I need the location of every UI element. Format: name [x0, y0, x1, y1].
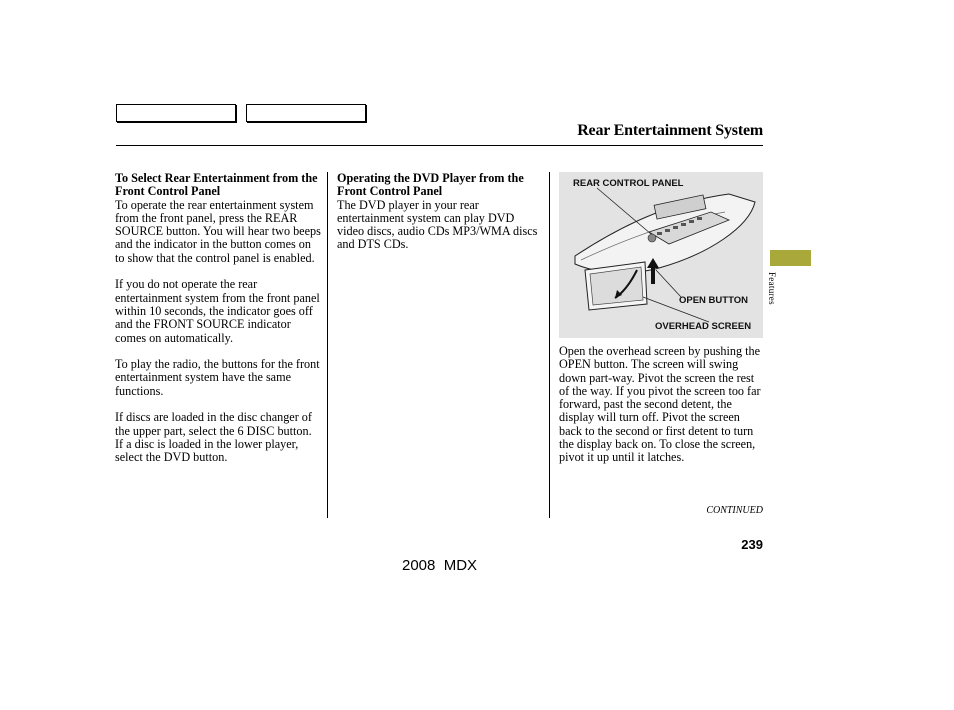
overhead-screen-illustration — [559, 172, 763, 338]
open-button-label: OPEN BUTTON — [679, 295, 748, 306]
section-tab[interactable] — [770, 250, 811, 266]
open-arrow-icon — [651, 266, 655, 284]
model-label: 2008 MDX — [402, 557, 478, 574]
paragraph: To play the radio, the buttons for the front entertainment system have the same functions. — [115, 357, 320, 398]
paragraph: If you do not operate the rear entertainment system from the front panel within 10 seconds, the indicator goes off and the FRONT SOURCE indicator comes on automatically. — [115, 277, 320, 345]
page-title: Rear Entertainment System — [577, 122, 763, 139]
overhead-screen-label: OVERHEAD SCREEN — [655, 321, 752, 332]
paragraph: The DVD player in your rear entertainment system can play DVD video discs, audio CDs MP3/WMA discs and DTS CDs. — [337, 197, 538, 252]
section-heading: Operating the DVD Player from the Front Control Panel — [337, 171, 524, 199]
nav-button-2[interactable] — [246, 104, 366, 122]
column-operating-dvd — [337, 172, 542, 265]
section-heading: To Select Rear Entertainment from the Front Control Panel — [115, 171, 318, 199]
column-divider — [549, 172, 550, 518]
paragraph: Open the overhead screen by pushing the OPEN button. The screen will swing down part-way. Pivot the screen the rest of the way. If you pivot the screen too far forward, past the second detent, the display will turn off. Pivot the screen back to the second or first detent to turn the display back on. To close the screen, pivot it up until it latches. — [559, 344, 761, 465]
continued-label: CONTINUED — [706, 505, 763, 516]
paragraph: If discs are loaded in the disc changer of the upper part, select the 6 DISC button. If a disc is loaded in the lower player, select the DVD button. — [115, 410, 312, 465]
paragraph: To operate the rear entertainment system from the front panel, press the REAR SOURCE button. You will hear two beeps and the indicator in the button comes on to show that the control panel is enabled. — [115, 197, 321, 265]
section-side-label: Features — [767, 272, 777, 305]
column-select-rear-entertainment — [115, 172, 322, 478]
page-number: 239 — [741, 537, 763, 552]
ceiling-console-drawing — [559, 172, 763, 338]
rear-control-panel-label: REAR CONTROL PANEL — [573, 178, 684, 189]
column-divider — [327, 172, 328, 518]
nav-button-1[interactable] — [116, 104, 236, 122]
header-rule — [116, 145, 763, 146]
column-overhead-screen — [559, 345, 765, 478]
